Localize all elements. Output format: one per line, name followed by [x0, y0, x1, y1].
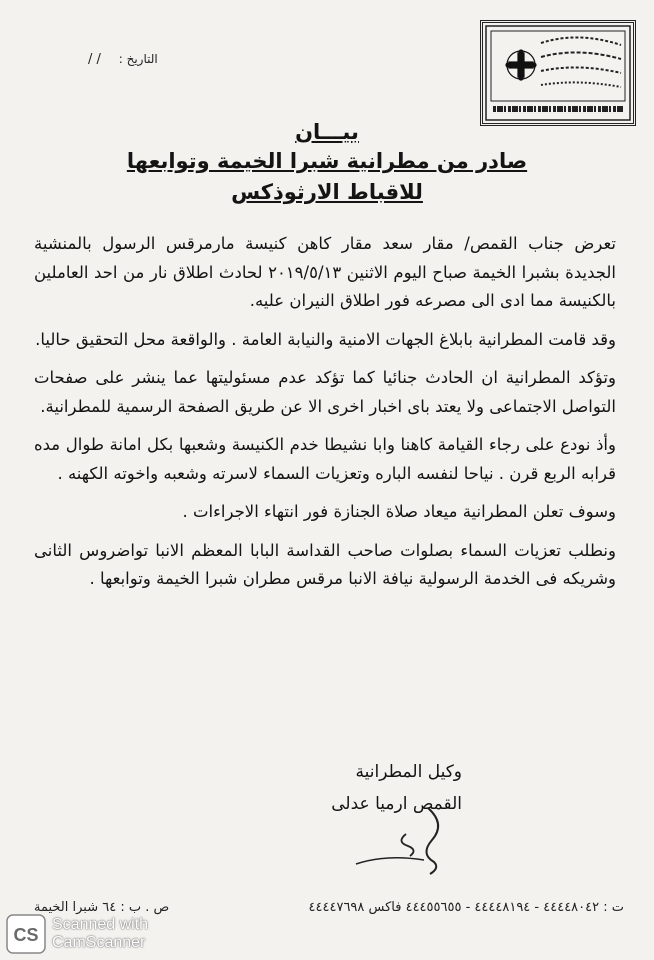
footer-po-box: ص . ب : ٦٤ شبرا الخيمة — [34, 900, 170, 915]
statement-body — [34, 230, 616, 604]
camscanner-watermark — [6, 914, 148, 954]
svg-text:CS: CS — [13, 925, 39, 945]
paragraph: وسوف تعلن المطرانية ميعاد صلاة الجنازة فور انتهاء الاجراءات . — [182, 502, 616, 521]
watermark-line-2: CamScanner — [52, 934, 146, 951]
paragraph: وتؤكد المطرانية ان الحادث جنائيا كما تؤكد عدم مسئوليتها عما ينشر على صفحات التواصل الاجتماعى ولا يعتد باى اخبار اخرى الا عن طريق الصفحة الرسمية للمطرانية. — [34, 368, 616, 416]
paragraph: تعرض جناب القمص/ مقار سعد مقار كاهن كنيسة مارمرقس الرسول بالمنشية الجديدة بشبرا الخيمة صباح اليوم الاثنين ٢٠١٩/٥/١٣ لحادث اطلاق نار من احد العاملين بالكنيسة مما ادى الى مصرعه فور اطلاق النيران عليه. — [34, 234, 617, 310]
paragraph: ونطلب تعزيات السماء بصلوات صاحب القداسة البابا المعظم الانبا تواضروس الثانى وشريكه فى الخدمة الرسولية نيافة الانبا مرقس مطران شبرا الخيمة وتوابعها . — [34, 540, 616, 588]
paragraph: وأذ نودع على رجاء القيامة كاهنا وابا نشيطا خدم الكنيسة وشعبها بكل امانة طوال مده قرابه الربع قرن . نياحا لنفسه الباره وتعزيات السماء لاسرته وشعبه واخوته الكهنه . — [34, 435, 616, 483]
paragraph: وقد قامت المطرانية بابلاغ الجهات الامنية والنيابة العامة . والواقعة محل التحقيق حاليا. — [35, 329, 616, 349]
date-value: / / — [88, 52, 101, 67]
statement-title: بيـــان — [295, 120, 359, 144]
camscanner-icon — [6, 914, 46, 954]
footer-phones: ت : ٤٤٤٤٨٠٤٢ - ٤٤٤٤٨١٩٤ - ٤٤٤٥٥٦٥٥ فاكس ٤٤٤٤٧٦٩٨ — [308, 900, 624, 915]
church-seal — [480, 20, 636, 126]
signature-role: وكيل المطرانية — [355, 762, 462, 782]
signature-name: القمص ارميا عدلى — [331, 794, 462, 814]
watermark-line-1: Scanned with — [52, 916, 149, 933]
signature-block — [331, 756, 462, 820]
statement-header — [0, 118, 654, 208]
page-footer — [34, 900, 624, 915]
date-field — [88, 52, 158, 67]
handwritten-signature — [336, 804, 456, 884]
statement-subtitle-2: للاقباط الارثوذكس — [231, 180, 423, 204]
date-label: التاريخ : — [118, 52, 158, 66]
statement-subtitle: صادر من مطرانية شبرا الخيمة وتوابعها — [126, 149, 528, 173]
seal-emblem — [483, 23, 633, 123]
